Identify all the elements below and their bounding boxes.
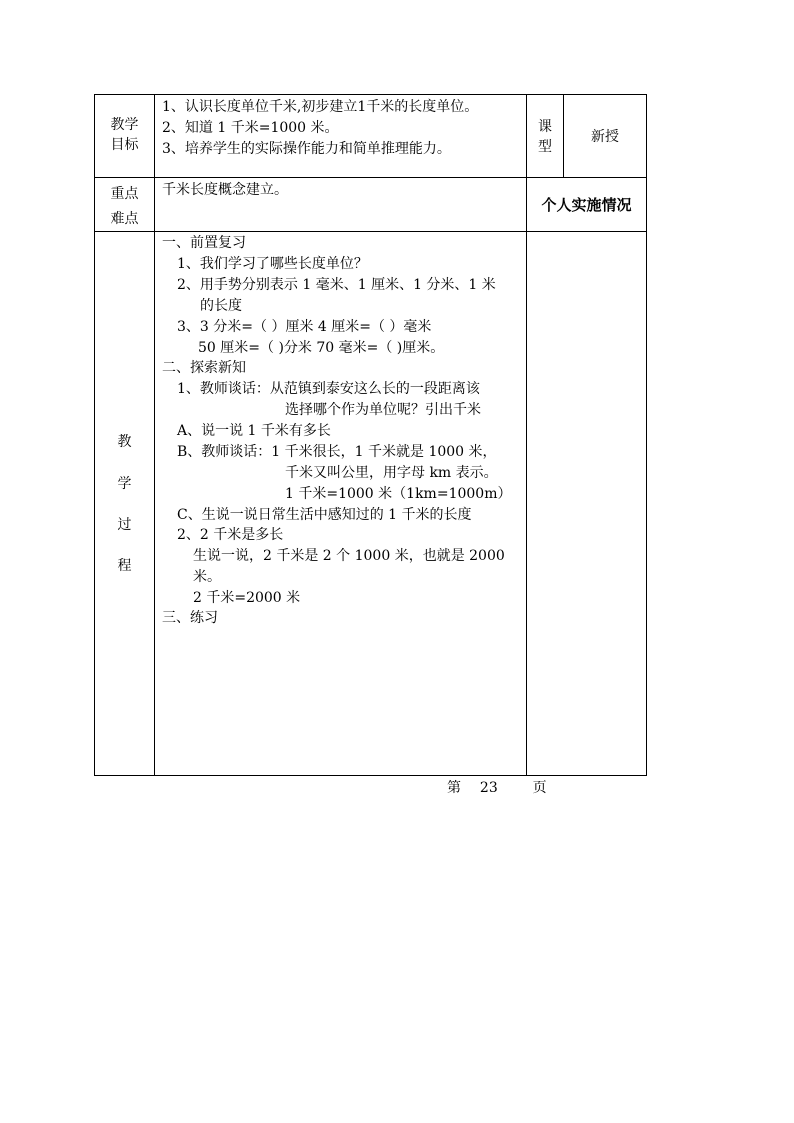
section-heading: 三、练习 — [162, 610, 218, 626]
process-line: 3、3 分米=（ ）厘米 4 厘米=（ ）毫米 — [177, 319, 432, 335]
process-line: A、说一说 1 千米有多长 — [177, 423, 331, 439]
process-line: 千米又叫公里，用字母 km 表示。 — [285, 465, 498, 481]
page-prefix: 第 — [447, 780, 461, 796]
objective-item: 1、认识长度单位千米,初步建立1千米的长度单位。 — [162, 99, 479, 115]
lesson-type-label-line-1: 课 — [538, 119, 552, 135]
row-divider-2 — [94, 231, 647, 232]
formula-line: 2 千米=2000 米 — [193, 590, 301, 606]
process-line: 50 厘米=（ )分米 70 毫米=（ )厘米。 — [198, 340, 445, 356]
process-line: C、生说一说日常生活中感知过的 1 千米的长度 — [177, 507, 472, 523]
formula-line: 1 千米=1000 米（1km=1000m） — [285, 486, 512, 502]
table-bottom-border — [94, 775, 647, 776]
table-right-border — [646, 94, 647, 776]
process-line: 生说一说，2 千米是 2 个 1000 米，也就是 2000 — [193, 548, 505, 564]
process-line: B、教师谈话：1 千米很长，1 千米就是 1000 米， — [177, 444, 497, 460]
page-number-footer — [447, 778, 547, 798]
process-label-char: 过 — [117, 517, 132, 533]
objectives-label-line-1: 教学 — [110, 117, 139, 133]
section-heading: 一、前置复习 — [162, 235, 246, 251]
label-column-divider — [154, 94, 155, 776]
lesson-type-label-line-2: 型 — [538, 139, 552, 155]
keypoints-label-line-1: 重点 — [110, 186, 139, 202]
process-label-char: 教 — [117, 434, 132, 450]
keypoints-text: 千米长度概念建立。 — [162, 182, 288, 198]
objective-item: 2、知道 1 千米=1000 米。 — [162, 120, 339, 136]
process-line: 2、用手势分别表示 1 毫米、1 厘米、1 分米、1 米 — [177, 277, 496, 293]
process-line: 选择哪个作为单位呢？引出千米 — [285, 402, 481, 418]
page-suffix: 页 — [532, 780, 547, 796]
row-divider-1 — [94, 177, 647, 178]
lesson-type-value: 新授 — [591, 129, 619, 145]
objective-item: 3、培养学生的实际操作能力和简单推理能力。 — [162, 141, 451, 157]
objectives-label-line-2: 目标 — [110, 137, 139, 153]
process-line: 2、2 千米是多长 — [177, 527, 284, 543]
process-label-char: 程 — [117, 558, 132, 574]
section-heading: 二、探索新知 — [162, 360, 246, 376]
process-label-char: 学 — [117, 476, 132, 492]
table-top-border — [94, 94, 647, 95]
keypoints-label-line-2: 难点 — [110, 211, 139, 227]
personal-implementation-heading: 个人实施情况 — [541, 196, 632, 214]
process-line: 1、教师谈话：从范镇到泰安这么长的一段距离该 — [177, 381, 480, 397]
page-number: 23 — [479, 780, 498, 796]
process-line: 米。 — [193, 569, 221, 585]
process-line: 1、我们学习了哪些长度单位？ — [177, 256, 368, 272]
process-line: 的长度 — [200, 298, 242, 314]
